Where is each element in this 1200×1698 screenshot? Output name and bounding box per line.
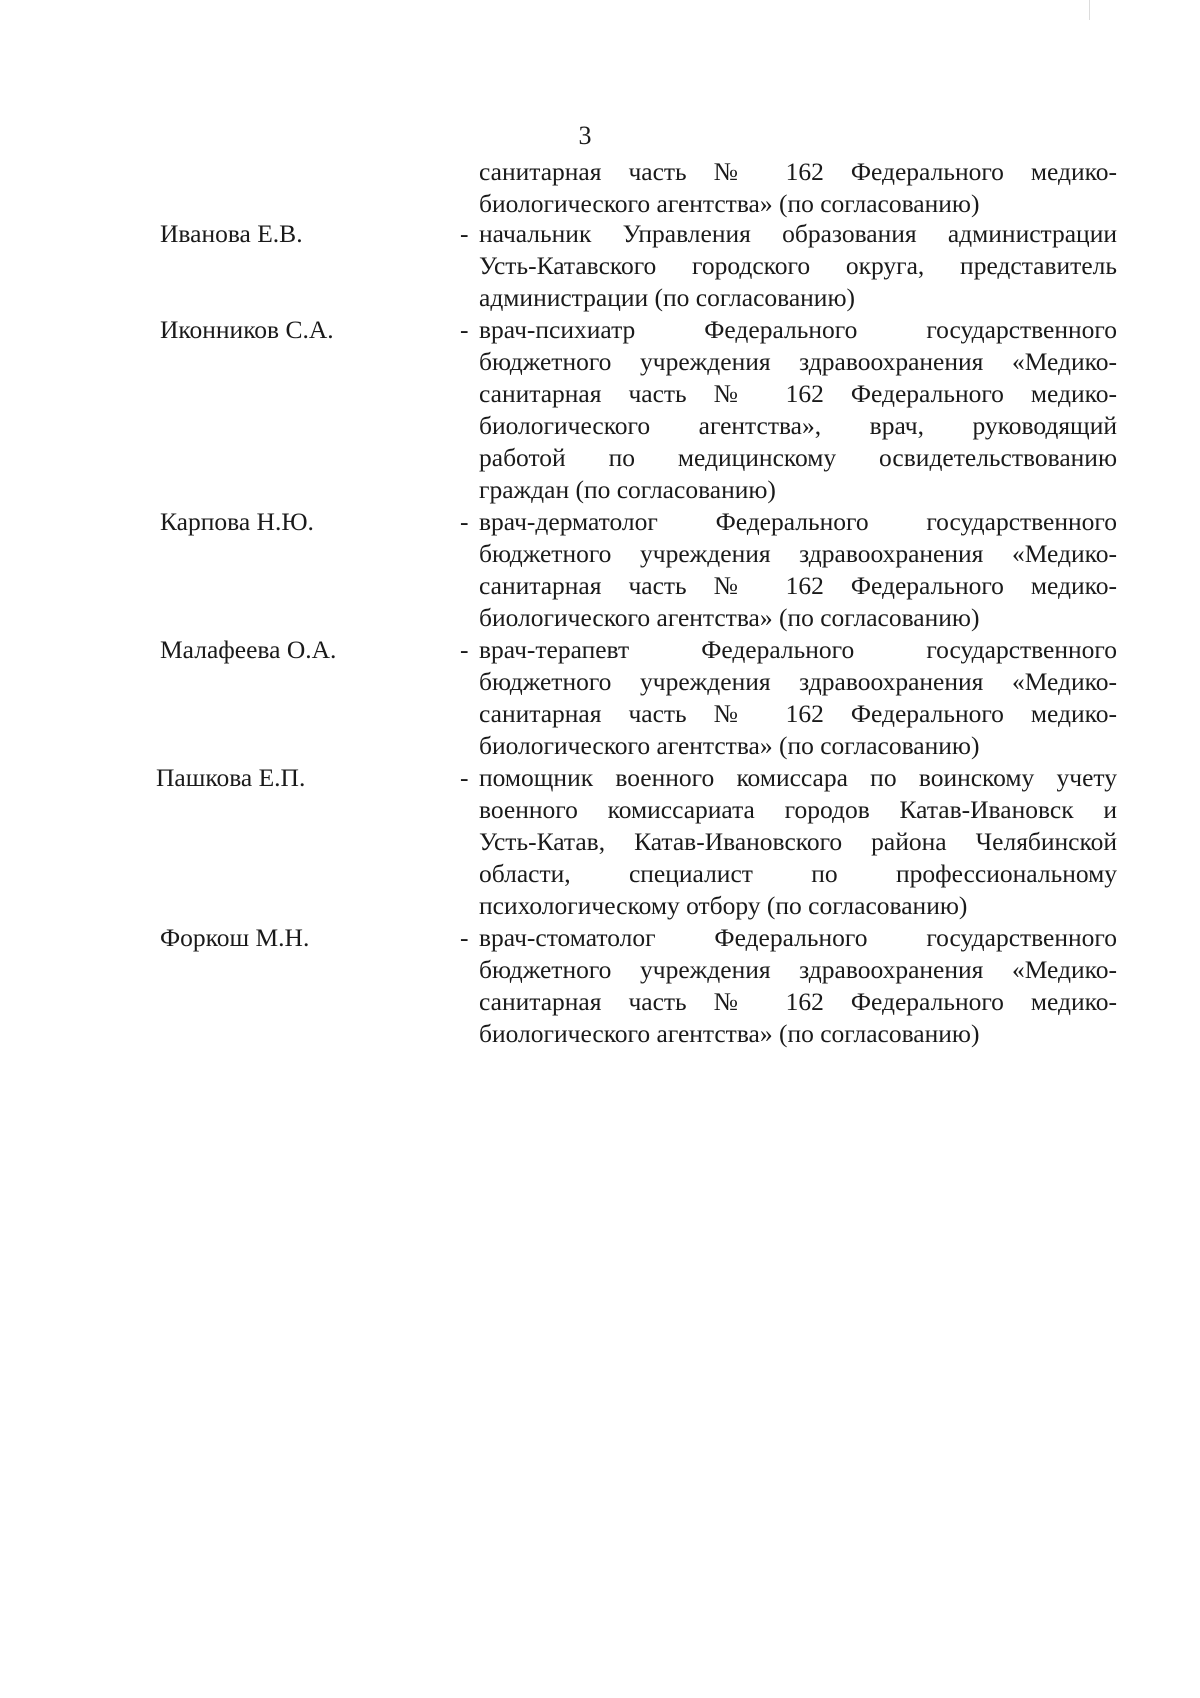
continuation-line: санитарная часть № 162 Федерального медико- xyxy=(479,157,1117,186)
member-entry xyxy=(0,218,1200,314)
member-dash: - xyxy=(460,315,469,344)
member-name: Карпова Н.Ю. xyxy=(160,507,314,536)
member-name: Форкош М.Н. xyxy=(160,923,310,952)
description-line: врач-психиатр Федерального государственного xyxy=(479,315,1117,344)
member-entry xyxy=(0,506,1200,634)
member-name: Малафеева О.А. xyxy=(160,635,337,664)
member-description xyxy=(479,506,1117,634)
member-list xyxy=(0,218,1200,1050)
description-line: граждан (по согласованию) xyxy=(479,475,776,504)
description-line: помощник военного комиссара по воинскому учету xyxy=(479,763,1117,792)
member-entry xyxy=(0,634,1200,762)
description-line: бюджетного учреждения здравоохранения «Медико- xyxy=(479,667,1117,696)
description-line: врач-терапевт Федерального государственного xyxy=(479,635,1117,664)
member-name: Иванова Е.В. xyxy=(160,219,303,248)
member-dash: - xyxy=(460,923,469,952)
description-line: биологического агентства» (по согласованию) xyxy=(479,1019,980,1048)
description-line: биологического агентства» (по согласованию) xyxy=(479,731,980,760)
description-line: санитарная часть № 162 Федерального медико- xyxy=(479,699,1117,728)
description-line: начальник Управления образования администрации xyxy=(479,219,1117,248)
member-dash: - xyxy=(460,763,469,792)
continuation-line: биологического агентства» (по согласованию) xyxy=(479,189,980,218)
description-line: администрации (по согласованию) xyxy=(479,283,855,312)
description-line: санитарная часть № 162 Федерального медико- xyxy=(479,571,1117,600)
description-line: биологического агентства» (по согласованию) xyxy=(479,603,980,632)
description-line: Усть-Катав, Катав-Ивановского района Челябинской xyxy=(479,827,1117,856)
member-description xyxy=(479,634,1117,762)
description-line: военного комиссариата городов Катав-Ивановск и xyxy=(479,795,1117,824)
description-line: Усть-Катавского городского округа, представитель xyxy=(479,251,1117,280)
description-line: бюджетного учреждения здравоохранения «Медико- xyxy=(479,347,1117,376)
description-line: бюджетного учреждения здравоохранения «Медико- xyxy=(479,955,1117,984)
member-description xyxy=(479,218,1117,314)
description-line: психологическому отбору (по согласованию) xyxy=(479,891,968,920)
member-description xyxy=(479,314,1117,506)
member-dash: - xyxy=(460,219,469,248)
description-line: санитарная часть № 162 Федерального медико- xyxy=(479,379,1117,408)
member-name: Иконников С.А. xyxy=(160,315,334,344)
member-entry xyxy=(0,314,1200,506)
description-line: области, специалист по профессиональному xyxy=(479,859,1117,888)
continuation-text xyxy=(479,156,1117,220)
member-dash: - xyxy=(460,635,469,664)
member-entry xyxy=(0,922,1200,1050)
member-description xyxy=(479,762,1117,922)
member-description xyxy=(479,922,1117,1050)
description-line: работой по медицинскому освидетельствованию xyxy=(479,443,1117,472)
member-name: Пашкова Е.П. xyxy=(156,763,306,792)
description-line: санитарная часть № 162 Федерального медико- xyxy=(479,987,1117,1016)
description-line: врач-дерматолог Федерального государственного xyxy=(479,507,1117,536)
scan-mark xyxy=(1089,0,1090,20)
description-line: бюджетного учреждения здравоохранения «Медико- xyxy=(479,539,1117,568)
description-line: биологического агентства», врач, руководящий xyxy=(479,411,1117,440)
page-number: 3 xyxy=(578,121,592,150)
member-dash: - xyxy=(460,507,469,536)
description-line: врач-стоматолог Федерального государственного xyxy=(479,923,1117,952)
member-entry xyxy=(0,762,1200,922)
